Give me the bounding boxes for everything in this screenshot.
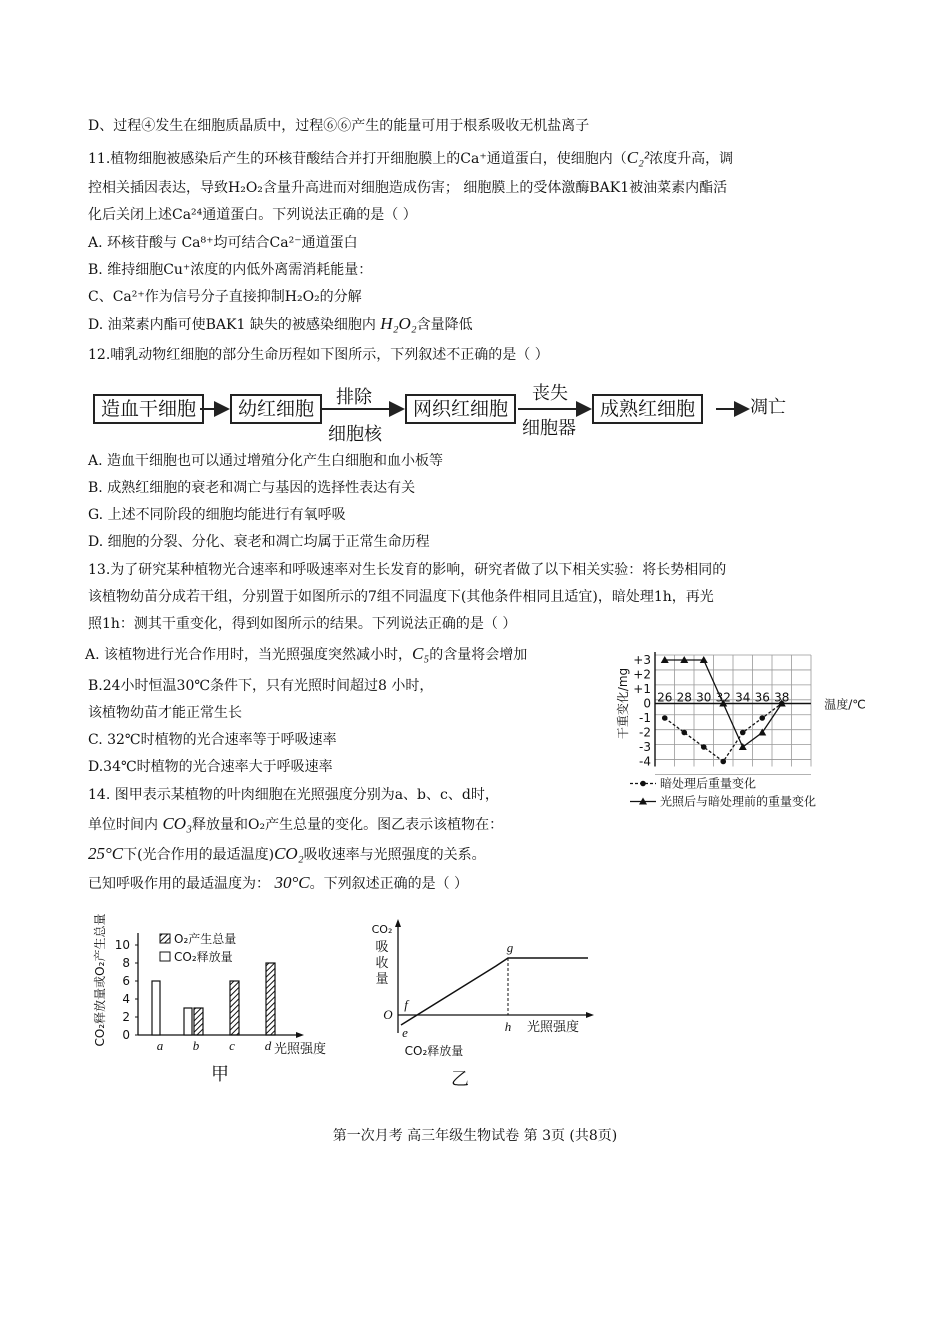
data-point-circle	[662, 715, 668, 721]
y-tick-label: 10	[114, 938, 130, 952]
y-axis-label: 干重变化/mg	[616, 667, 630, 740]
data-point-circle	[720, 759, 726, 765]
q12-option-a: A. 造血干细胞也可以通过增殖分化产生白细胞和血小板等	[88, 453, 444, 469]
q13-line2: 该植物幼苗分成若干组，分别置于如图所示的7组不同温度下(其他条件相同且适宜)，暗处理1h，再光	[88, 589, 714, 605]
y-tick-label: 8	[122, 956, 130, 970]
y-tick-label: +3	[633, 653, 651, 667]
q13-option-d: D.34℃时植物的光合速率大于呼吸速率	[88, 759, 333, 775]
flow-box-hsc: 造血干细胞	[93, 394, 204, 424]
flow-box-erythroblast: 幼红细胞	[230, 394, 322, 424]
y-label-part: CO₂	[371, 923, 393, 936]
q13-option-b1: B.24小时恒温30℃条件下，只有光照时间超过8 小时，	[88, 678, 434, 694]
q11-line2: 控相关插因表达，导致H₂O₂含量升高进而对细胞造成伤害； 细胞膜上的受体激酶BAK1被油菜素内酯活	[88, 180, 728, 196]
y-tick-label: 2	[122, 1010, 130, 1024]
x-tick-label: 34	[735, 690, 751, 705]
x-tick-label: 32	[715, 690, 731, 705]
q13-option-a: A. 该植物进行光合作用时，当光照强度突然减小时，C₅的含量将会增加	[85, 644, 528, 663]
y-label-char: 量	[375, 972, 389, 987]
data-point-circle	[701, 744, 707, 750]
point-label-h: h	[504, 1019, 512, 1034]
y-tick-label: +2	[633, 667, 651, 682]
y-tick-label: -2	[639, 725, 651, 740]
bar-chart-jia	[88, 900, 348, 1090]
point-label-g: g	[506, 940, 514, 955]
bar-o2-total	[266, 963, 275, 1035]
q11-option-d: D. 油菜素内酯可使BAK1 缺失的被感染细胞内 H₂O₂含量降低	[88, 314, 473, 333]
x-tick-label: d	[264, 1038, 272, 1053]
y-tick-label: +1	[633, 682, 651, 696]
q13-line1: 13.为了研究某种植物光合速率和呼吸速率对生长发育的影响，研究者做了以下相关实验：将长势相同的	[88, 562, 727, 578]
data-point-circle	[759, 715, 765, 721]
legend-label: 光照后与暗处理前的重量变化	[660, 794, 817, 809]
bar-o2-total	[194, 1008, 203, 1035]
q11-option-a: A. 环核苷酸与 Ca⁸⁺均可结合Ca²⁻通道蛋白	[88, 235, 358, 251]
x-axis-label: 光照强度	[273, 1042, 327, 1057]
bar-co2-release	[152, 981, 160, 1035]
bar-o2-total	[230, 981, 239, 1035]
legend-marker	[640, 781, 646, 787]
legend-swatch-empty	[160, 952, 170, 961]
data-point-circle	[681, 730, 687, 736]
data-point-circle	[740, 730, 746, 736]
legend-swatch-hatch	[160, 934, 170, 943]
legend-label: O₂产生总量	[174, 932, 237, 946]
flow-arrows	[0, 0, 950, 460]
q12-option-g: G. 上述不同阶段的细胞均能进行有氧呼吸	[88, 507, 346, 523]
flow-label-organelle: 细胞器	[522, 418, 576, 439]
q12-option-b: B. 成熟红细胞的衰老和凋亡与基因的选择性表达有关	[88, 480, 416, 496]
q11-option-b: B. 维持细胞Cu⁺浓度的内低外离需消耗能量：	[88, 262, 373, 278]
q12-stem: 12.哺乳动物红细胞的部分生命历程如下图所示，下列叙述不正确的是（ ）	[88, 347, 549, 363]
y-label-char: 吸	[375, 940, 389, 955]
y-axis-arrow	[395, 919, 401, 927]
temperature-weight-chart	[600, 648, 870, 848]
x-axis-label: 光照强度	[526, 1020, 580, 1035]
q13-option-c: C. 32℃时植物的光合速率等于呼吸速率	[88, 732, 337, 748]
q14-line3: 25°C下(光合作用的最适温度)CO₂吸收速率与光照强度的关系。	[88, 844, 486, 863]
q11-option-c: C、Ca²⁺作为信号分子直接抑制H₂O₂的分解	[88, 289, 362, 305]
flow-label-lose: 丧失	[532, 383, 568, 404]
q14-line4: 已知呼吸作用的最适温度为： 30°C。下列叙述正确的是（ ）	[88, 873, 469, 892]
flow-label-nucleus: 细胞核	[328, 424, 382, 445]
y-tick-label: 6	[122, 974, 130, 988]
x-tick-label: b	[192, 1038, 200, 1053]
x-tick-label: 30	[696, 690, 712, 705]
q14-line1: 14. 图甲表示某植物的叶肉细胞在光照强度分别为a、b、c、d时，	[88, 787, 499, 803]
point-label-f: f	[404, 997, 408, 1012]
y-tick-label: 0	[643, 696, 651, 711]
q13-line3: 照1h：测其干重变化，得到如图所示的结果。下列说法正确的是（ ）	[88, 616, 517, 632]
q14-line2: 单位时间内 CO₃释放量和O₂产生总量的变化。图乙表示该植物在：	[88, 814, 504, 833]
y-axis-label: CO₂释放量或O₂产生总量	[93, 913, 107, 1047]
y-tick-label: -4	[639, 754, 651, 769]
q13-option-b2: 该植物幼苗才能正常生长	[88, 705, 242, 721]
bar-co2-release	[184, 1008, 192, 1035]
q11-line3: 化后关闭上述Ca²⁴通道蛋白。下列说法正确的是（ ）	[88, 207, 417, 223]
legend-label: 暗处理后重量变化	[660, 776, 757, 791]
x-tick-label: 36	[754, 690, 770, 705]
x-axis-arrow	[586, 1012, 594, 1018]
x-tick-label: 28	[676, 690, 692, 705]
option-d-line: D、过程④发生在细胞质晶质中，过程⑥⑥产生的能量可用于根系吸收无机盐离子	[88, 118, 590, 134]
q12-option-d: D. 细胞的分裂、分化、衰老和凋亡均属于正常生命历程	[88, 534, 430, 550]
chart-title: 乙	[451, 1069, 469, 1090]
y-axis-lower-label: CO₂释放量	[404, 1044, 464, 1058]
y-tick-label: 4	[122, 992, 130, 1006]
y-label-char: 收	[375, 956, 389, 971]
flow-box-mature-rbc: 成熟红细胞	[592, 394, 703, 424]
point-label-o: O	[383, 1007, 393, 1022]
flow-box-reticulocyte: 网织红细胞	[405, 394, 516, 424]
flow-end-label: 凋亡	[750, 397, 786, 418]
x-tick-label: c	[229, 1038, 235, 1053]
data-point-triangle	[739, 743, 747, 750]
x-tick-label: 26	[657, 690, 673, 705]
x-axis-label: 温度/℃	[824, 697, 866, 712]
q11-line1: 11.植物细胞被感染后产生的环核苷酸结合并打开细胞膜上的Ca⁺通道蛋白，使细胞内（C₂²浓度升高，调	[88, 148, 734, 167]
curve-chart-yi	[360, 915, 600, 1090]
flow-label-remove: 排除	[336, 387, 372, 408]
x-tick-label: 38	[774, 690, 790, 705]
x-tick-label: a	[156, 1038, 164, 1053]
y-tick-label: 0	[122, 1028, 130, 1042]
page-footer: 第一次月考 高三年级生物试卷 第 3页 (共8页)	[332, 1128, 618, 1144]
y-tick-label: -3	[639, 740, 651, 754]
x-axis-arrow	[296, 1032, 304, 1038]
chart-title: 甲	[211, 1064, 229, 1085]
point-label-e: e	[402, 1025, 408, 1040]
legend-label: CO₂释放量	[174, 950, 233, 964]
y-tick-label: -1	[639, 711, 651, 725]
